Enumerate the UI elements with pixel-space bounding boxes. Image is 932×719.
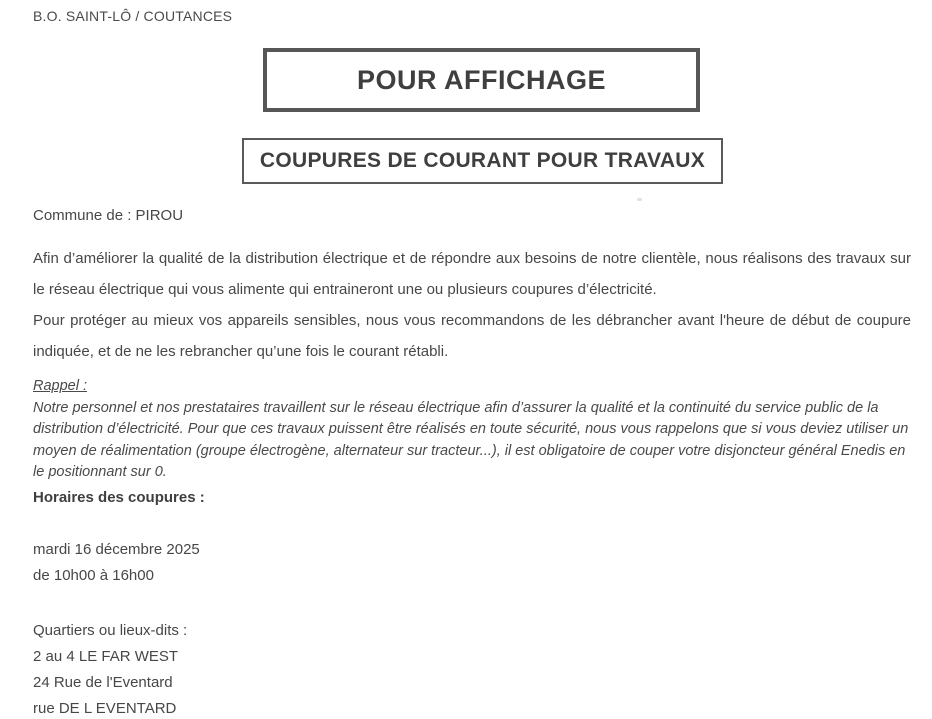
intro-paragraph: Afin d’améliorer la qualité de la distribution électrique et de répondre aux besoins de notre clientèle, nous réalisons des travaux sur le réseau électrique qui vous alimente qui entraineront une ou plusieurs coupures d’électricité. xyxy=(33,250,911,298)
rappel-label: Rappel : xyxy=(33,378,88,394)
coupures-subtitle: COUPURES DE COURANT POUR TRAVAUX xyxy=(259,149,706,172)
office-line: B.O. SAINT-LÔ / COUTANCES xyxy=(33,8,233,24)
scan-artifact xyxy=(637,198,642,201)
horaires-label: Horaires des coupures : xyxy=(33,489,205,506)
quartiers-label: Quartiers ou lieux-dits : xyxy=(33,622,188,639)
location-line: 24 Rue de l'Eventard xyxy=(33,674,173,691)
location-line: 2 au 4 LE FAR WEST xyxy=(33,648,179,665)
rappel-section xyxy=(33,376,913,484)
advice-paragraph: Pour protéger au mieux vos appareils sensibles, nous vous recommandons de les débrancher avant l'heure de début de coupure indiquée, et de ne les rebrancher qu’une fois le courant rétabli. xyxy=(33,312,911,360)
affichage-banner-title: POUR AFFICHAGE xyxy=(357,64,606,95)
rappel-text: Notre personnel et nos prestataires travaillent sur le réseau électrique afin d’assurer la qualité et la continuité du service public de la distribution d’électricité. Pour que ces travaux puissent être réalisés en toute sécurité, nous vous rappelons que si vous deviez utiliser un moyen de réalimentation (groupe électrogène, alternateur sur tracteur...), il est obligatoire de couper votre disjoncteur général Enedis en le positionnant sur 0. xyxy=(33,399,909,480)
affichage-banner-box xyxy=(263,48,700,112)
coupures-subtitle-box xyxy=(242,138,723,184)
commune-line: Commune de : PIROU xyxy=(33,207,184,224)
outage-time: de 10h00 à 16h00 xyxy=(33,567,154,584)
outage-date: mardi 16 décembre 2025 xyxy=(33,541,200,558)
location-line: rue DE L EVENTARD xyxy=(33,700,177,717)
